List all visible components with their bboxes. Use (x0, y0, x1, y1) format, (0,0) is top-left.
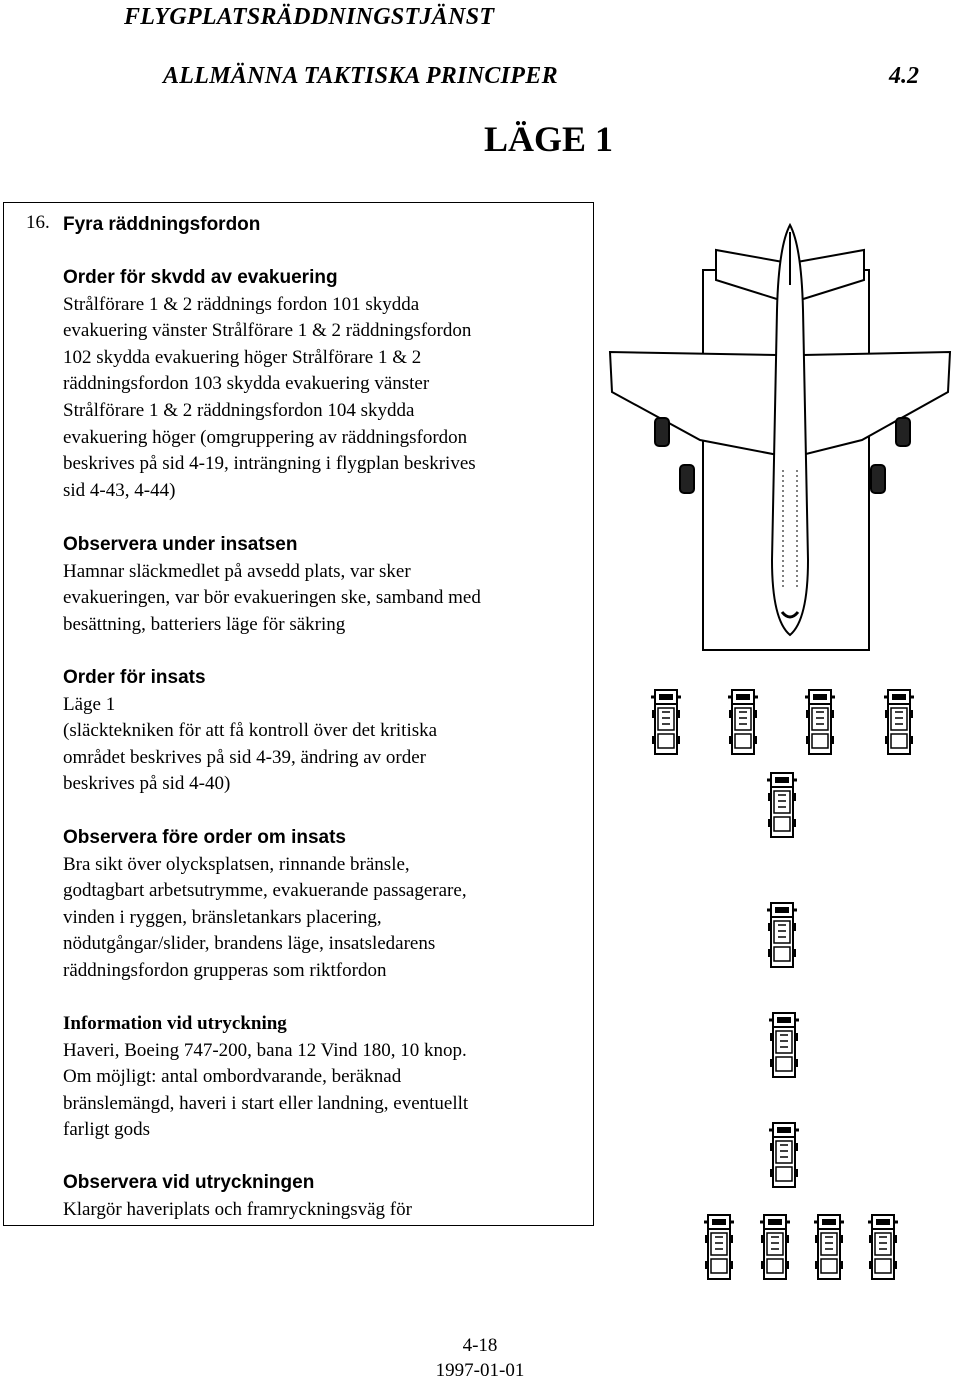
section-line: Strålförare 1 & 2 räddningsfordon 104 skydda (63, 399, 415, 421)
fire-truck-icon (651, 690, 681, 754)
fire-truck-icon (769, 1123, 799, 1187)
fire-truck-row-1 (651, 690, 914, 754)
fire-truck-icon (884, 690, 914, 754)
section-line: evakuering vänster Strålförare 1 & 2 räddningsfordon (63, 320, 472, 342)
section-line: bränslemängd, haveri i start eller landning, eventuellt (63, 1092, 469, 1114)
section-heading: Information vid utryckning (63, 1013, 287, 1034)
section-line: området beskrives på sid 4-39, ändring av order (63, 746, 427, 768)
fire-truck-icon (767, 903, 797, 967)
section-line: Strålförare 1 & 2 räddnings fordon 101 skydda (63, 293, 420, 315)
fire-truck-icon (760, 1215, 790, 1279)
section-heading: Observera före order om insats (63, 827, 346, 848)
section-line: 102 skydda evakuering höger Strålförare 1 & 2 (63, 346, 422, 368)
aircraft-top-view (610, 225, 950, 650)
fire-truck-icon (805, 690, 835, 754)
section-heading: Observera vid utryckningen (63, 1172, 315, 1193)
section-line: sid 4-43, 4-44) (63, 479, 176, 501)
section-line: besättning, batteriers läge för säkring (63, 613, 346, 635)
fire-truck-column (767, 773, 799, 1187)
section-line: räddningsfordon 103 skydda evakuering vänster (63, 373, 430, 395)
item-number: 16. (26, 212, 50, 233)
section-number: 4.2 (889, 63, 919, 89)
fire-truck-icon (728, 690, 758, 754)
situation-title: LÄGE 1 (484, 119, 614, 159)
section-line: godtagbart arbetsutrymme, evakuerande passagerare, (63, 880, 467, 902)
section-heading: Order för skvdd av evakuering (63, 267, 338, 288)
section-line: evakuering höger (omgruppering av räddningsfordon (63, 426, 468, 448)
item-title: Fyra räddningsfordon (63, 214, 261, 235)
section-line: beskrives på sid 4-19, inträngning i flygplan beskrives (63, 453, 476, 475)
section-line: Om möjligt: antal ombordvarande, beräknad (63, 1066, 402, 1088)
section-heading: Order för insats (63, 667, 206, 688)
section-line: vinden i ryggen, bränsletankars placering, (63, 906, 382, 928)
fire-truck-row-2 (704, 1215, 898, 1279)
section-line: Haveri, Boeing 747-200, bana 12 Vind 180, 10 knop. (63, 1039, 467, 1061)
section-line: farligt gods (63, 1119, 151, 1141)
section-line: Bra sikt över olycksplatsen, rinnande bränsle, (63, 853, 410, 875)
section-line: beskrives på sid 4-40) (63, 773, 231, 795)
fire-truck-icon (868, 1215, 898, 1279)
section-line: (släcktekniken för att få kontroll över det kritiska (63, 720, 438, 742)
section-line: Klargör haveriplats och framryckningsväg för (63, 1198, 412, 1220)
page-number: 4-18 (462, 1335, 498, 1356)
document-header-title: FLYGPLATSRÄDDNINGSTJÄNST (124, 4, 495, 30)
fire-truck-icon (704, 1215, 734, 1279)
section-heading: Observera under insatsen (63, 534, 298, 555)
fire-truck-icon (814, 1215, 844, 1279)
document-header-subtitle: ALLMÄNNA TAKTISKA PRINCIPER (163, 63, 558, 89)
section-line: räddningsfordon grupperas som riktfordon (63, 959, 387, 981)
section-line: nödutgångar/slider, brandens läge, insatsledarens (63, 933, 436, 955)
document-date: 1997-01-01 (435, 1360, 525, 1381)
section-line: evakueringen, var bör evakueringen ske, samband med (63, 587, 481, 609)
fire-truck-icon (767, 773, 797, 837)
section-line: Läge 1 (63, 693, 116, 715)
fire-truck-icon (769, 1013, 799, 1077)
section-line: Hamnar släckmedlet på avsedd plats, var sker (63, 560, 411, 582)
